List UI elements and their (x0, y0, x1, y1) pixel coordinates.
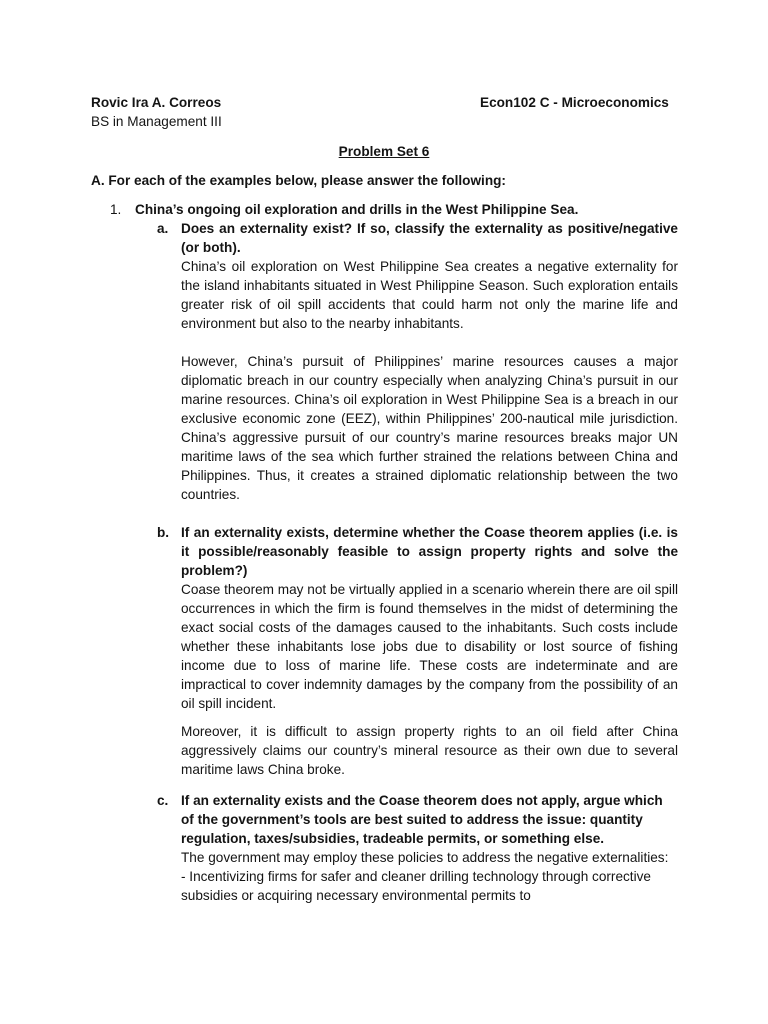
course-name: Econ102 C - Microeconomics (480, 95, 669, 110)
part-a-question: Does an externality exist? If so, classify the externality as positive/negative (or both). (181, 221, 678, 255)
part-b-letter: b. (157, 525, 170, 540)
part-b-question: If an externality exists, determine whether the Coase theorem applies (i.e. is it possible/reasonably feasible to assign property rights and solve the problem?) (181, 525, 678, 578)
item-heading: China’s ongoing oil exploration and drills in the West Philippine Sea. (135, 202, 579, 217)
part-c-question: If an externality exists and the Coase theorem does not apply, argue which of the government’s tools are best suited to address the issue: quantity regulation, taxes/subsidies, tradeable permits, or something else. (181, 793, 663, 846)
part-c-block (181, 791, 678, 905)
section-a-instruction: A. For each of the examples below, please answer the following: (91, 173, 506, 188)
part-a-block (181, 219, 678, 504)
student-program: BS in Management III (91, 114, 222, 129)
part-b-answer-2: Moreover, it is difficult to assign property rights to an oil field after China aggressively claims our country’s mineral resource as their own due to several maritime laws China broke. (181, 724, 678, 777)
part-a-answer-2: However, China’s pursuit of Philippines’ marine resources causes a major diplomatic breach in our country especially when analyzing China’s pursuit in our marine resources. China’s oil exploration in West Philippine Sea is a breach in our exclusive economic zone (EEZ), within Philippines’ 200-nautical mile jurisdiction. China’s aggressive pursuit of our country’s marine resources breaks major UN maritime laws of the sea which further strained the relations between China and Philippines. Thus, it creates a strained diplomatic relationship between the two countries. (181, 354, 678, 502)
part-b-answer-1: Coase theorem may not be virtually applied in a scenario wherein there are oil spill occurrences in which the firm is found themselves in the midst of determining the exact social costs of the damages caused to the inhabitants. Such costs include whether these inhabitants lose jobs due to disability or lost source of fishing income due to loss of marine life. These costs are indeterminate and are impractical to cover indemnity damages by the company from the possibility of an oil spill incident. (181, 582, 678, 711)
student-name: Rovic Ira A. Correos (91, 95, 222, 110)
part-c-letter: c. (157, 793, 169, 808)
part-a-answer-1: China’s oil exploration on West Philippine Sea creates a negative externality for the island inhabitants situated in West Philippine Season. Such exploration entails greater risk of oil spill accidents that could harm not only the marine life and environment but also to the nearby inhabitants. (181, 259, 678, 331)
part-c-answer-2: - Incentivizing firms for safer and cleaner drilling technology through corrective subsidies or acquiring necessary environmental permits to (181, 869, 651, 903)
part-b-block (181, 523, 678, 779)
part-c-answer-1: The government may employ these policies to address the negative externalities: (181, 850, 669, 865)
part-a-letter: a. (157, 221, 169, 236)
item-number: 1. (110, 202, 122, 217)
page-title: Problem Set 6 (338, 144, 430, 159)
